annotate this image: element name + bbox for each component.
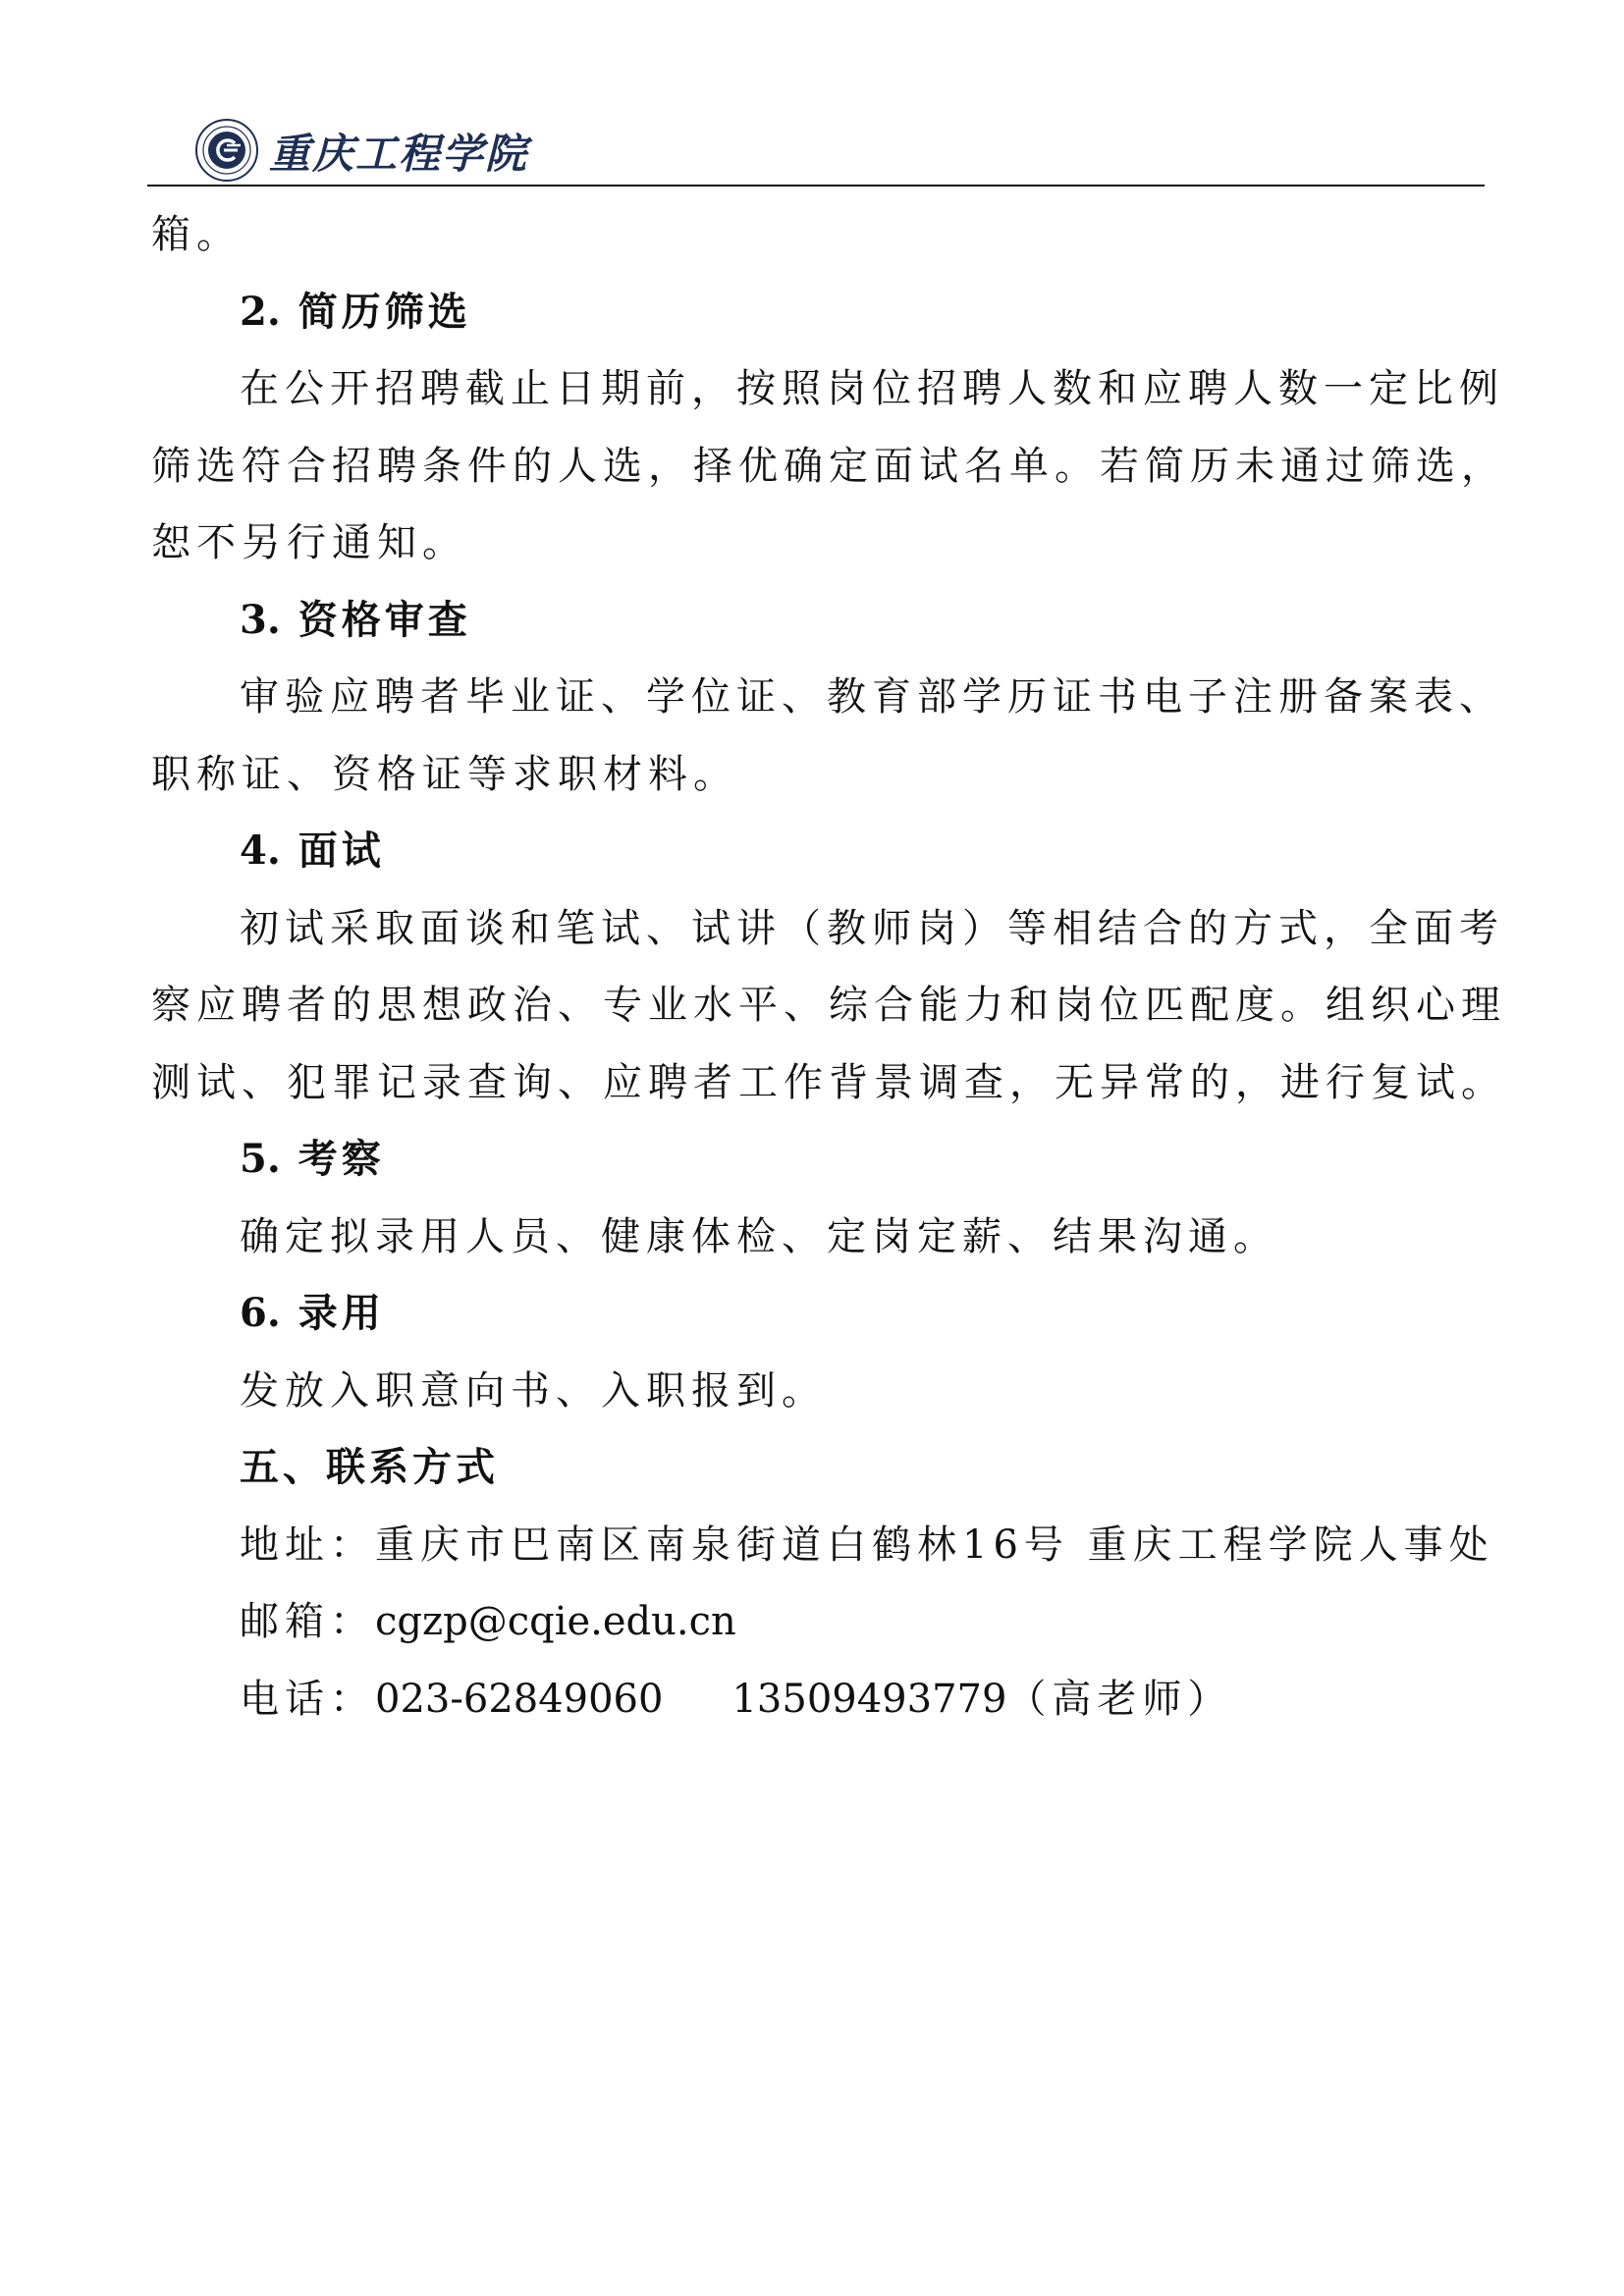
section-title: 录用: [298, 1291, 385, 1336]
paragraph-line: 职称证、资格证等求职材料。: [151, 751, 738, 797]
email-label: 邮箱：: [240, 1599, 375, 1644]
paragraph-line: 恕不另行通知。: [151, 520, 467, 565]
phone-contact-note: （高老师）: [1006, 1676, 1233, 1722]
phone-number-mobile: 13509493779: [731, 1676, 1007, 1722]
section-number: 6.: [240, 1290, 281, 1336]
section-title: 简历筛选: [298, 289, 471, 335]
carryover-line: 箱。: [151, 212, 242, 257]
phone-number-office: 023-62849060: [375, 1676, 664, 1722]
email-value: cgzp@cqie.edu.cn: [375, 1599, 736, 1644]
contact-phone: [151, 1674, 1457, 1725]
section-heading-2: [151, 287, 1457, 338]
section-number: 2.: [240, 288, 281, 335]
phone-label: 电话：: [240, 1676, 375, 1722]
address-value: 重庆市巴南区南泉街道白鹤林16号 重庆工程学院人事处: [375, 1522, 1494, 1568]
section-number: 4.: [240, 828, 281, 874]
paragraph-line: 审验应聘者毕业证、学位证、教育部学历证书电子注册备案表、: [240, 674, 1504, 720]
paragraph-line: 测试、犯罪记录查询、应聘者工作背景调查，无异常的，进行复试。: [151, 1059, 1506, 1105]
section-heading-5: [151, 1134, 1457, 1185]
section-title: 面试: [298, 828, 385, 874]
paragraph-line: 确定拟录用人员、健康体检、定岗定薪、结果沟通。: [240, 1213, 1278, 1259]
contact-address: [151, 1520, 1494, 1571]
page-header: [147, 108, 1485, 188]
paragraph-line: 在公开招聘截止日期前，按照岗位招聘人数和应聘人数一定比例: [240, 366, 1504, 411]
paragraph-line: 筛选符合招聘条件的人选，择优确定面试名单。若简历未通过筛选，: [151, 443, 1506, 489]
institution-logo-text: 重庆工程学院: [269, 130, 529, 178]
paragraph-line: 发放入职意向书、入职报到。: [240, 1367, 827, 1414]
contact-email: [151, 1596, 1457, 1647]
header-divider: [147, 185, 1485, 187]
paragraph-line: 初试采取面谈和笔试、试讲（教师岗）等相结合的方式，全面考: [240, 905, 1504, 951]
section-heading-6: [151, 1288, 1457, 1339]
section-title: 考察: [298, 1137, 385, 1182]
section-heading-3: [151, 595, 1457, 646]
section-number: 3.: [240, 596, 281, 643]
section-number: 5.: [240, 1136, 281, 1182]
paragraph-line: 察应聘者的思想政治、专业水平、综合能力和岗位匹配度。组织心理: [151, 983, 1506, 1028]
section-heading-4: [151, 826, 1457, 877]
document-body: [151, 209, 1506, 1750]
school-seal-icon: [194, 118, 259, 183]
section-title: 资格审查: [298, 597, 471, 643]
address-label: 地址：: [240, 1522, 375, 1568]
contact-heading: 五、联系方式: [240, 1445, 499, 1490]
